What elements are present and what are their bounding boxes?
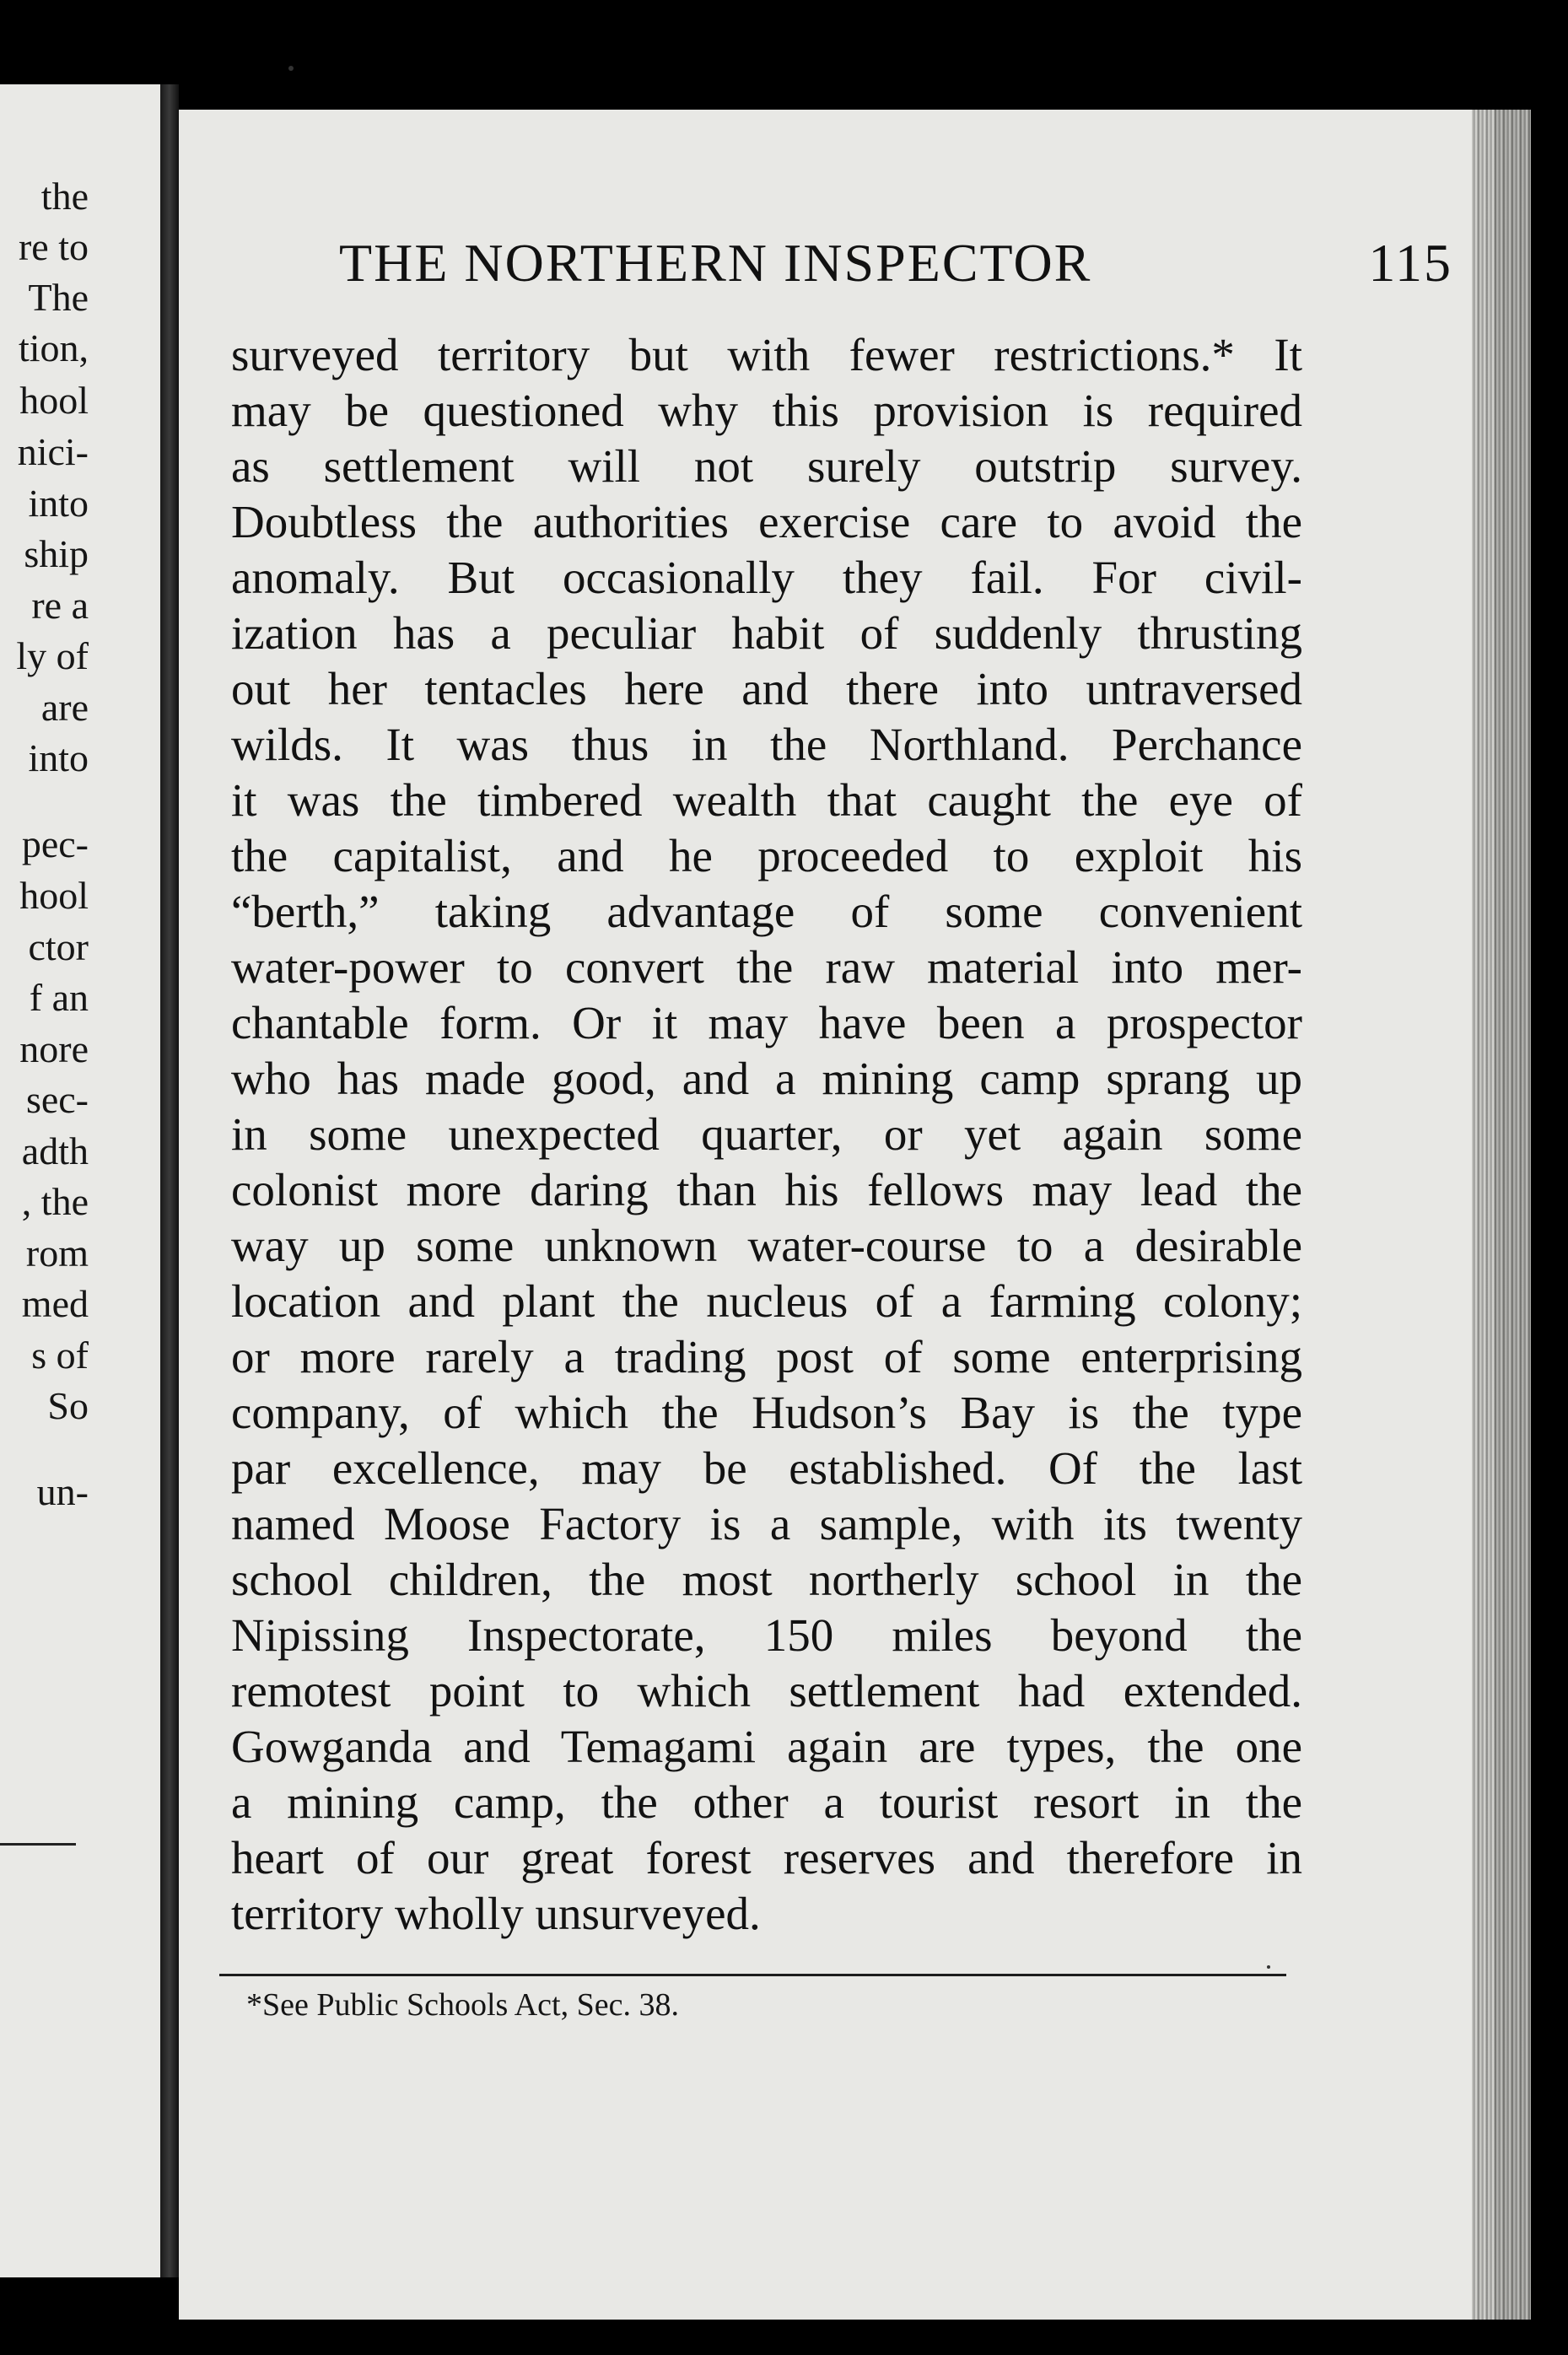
previous-page-line: the <box>40 175 89 218</box>
previous-page-line: ly of <box>16 634 89 677</box>
previous-page-line: , the <box>21 1180 89 1223</box>
text-line: out her tentacles here and there into untraversed <box>231 663 1302 714</box>
previous-page-line: into <box>28 736 89 779</box>
text-line: named Moose Factory is a sample, with its twenty <box>231 1498 1302 1549</box>
previous-page-line: hool <box>19 379 89 422</box>
book-gutter <box>160 84 179 2277</box>
previous-page-line: ship <box>24 532 89 575</box>
text-line: colonist more daring than his fellows may lead the <box>231 1164 1302 1215</box>
previous-page-line: into <box>28 482 89 525</box>
running-head-title: THE NORTHERN INSPECTOR <box>339 233 1092 293</box>
footnote-rule <box>219 1974 1286 1976</box>
previous-page-line: nore <box>19 1027 89 1070</box>
text-line: a mining camp, the other a tourist resort in the <box>231 1776 1302 1828</box>
previous-page-line: med <box>21 1282 89 1325</box>
text-line: who has made good, and a mining camp sprang up <box>231 1053 1302 1104</box>
text-line: company, of which the Hudson’s Bay is the type <box>231 1387 1302 1438</box>
text-line: chantable form. Or it may have been a prospector <box>231 997 1302 1048</box>
previous-page-footnote-rule <box>0 1843 76 1846</box>
previous-page-line: sec- <box>25 1078 89 1121</box>
previous-page-fragment <box>0 84 160 2277</box>
previous-page-line: So <box>47 1384 89 1427</box>
text-line: wilds. It was thus in the Northland. Perchance <box>231 719 1302 770</box>
text-line: par excellence, may be established. Of the last <box>231 1442 1302 1494</box>
text-line: may be questioned why this provision is required <box>231 385 1302 436</box>
current-page <box>179 110 1495 2320</box>
running-head <box>339 232 1452 294</box>
text-line: it was the timbered wealth that caught the eye of <box>231 774 1302 826</box>
previous-page-line: un- <box>36 1470 89 1513</box>
text-line: ization has a peculiar habit of suddenly thrusting <box>231 607 1302 659</box>
text-line: or more rarely a trading post of some enterprising <box>231 1331 1302 1382</box>
text-line: as settlement will not surely outstrip survey. <box>231 440 1302 492</box>
page-edges <box>1472 110 1531 2320</box>
text-line: way up some unknown water-course to a desirable <box>231 1220 1302 1271</box>
text-line: heart of our great forest reserves and therefore in <box>231 1832 1302 1883</box>
previous-page-line: hool <box>19 874 89 917</box>
text-line: anomaly. But occasionally they fail. For civil- <box>231 552 1302 603</box>
text-line: Nipissing Inspectorate, 150 miles beyond the <box>231 1609 1302 1661</box>
text-line: water-power to convert the raw material into mer- <box>231 941 1302 993</box>
ink-speck <box>1267 1965 1270 1969</box>
text-line: surveyed territory but with fewer restrictions.* It <box>231 329 1302 380</box>
footnote: *See Public Schools Act, Sec. 38. <box>246 1987 679 2023</box>
previous-page-line: pec- <box>21 822 89 865</box>
previous-page-line: tion, <box>18 326 89 369</box>
text-line: “berth,” taking advantage of some convenient <box>231 886 1302 937</box>
text-line: territory wholly unsurveyed. <box>231 1888 761 1939</box>
previous-page-line: The <box>28 276 89 319</box>
previous-page-line: are <box>40 686 89 729</box>
previous-page-line: ctor <box>28 925 89 968</box>
text-line: Doubtless the authorities exercise care to avoid the <box>231 496 1302 547</box>
text-line: location and plant the nucleus of a farming colony; <box>231 1275 1302 1327</box>
text-line: in some unexpected quarter, or yet again some <box>231 1108 1302 1160</box>
previous-page-line: re to <box>18 225 89 268</box>
previous-page-line: s of <box>31 1334 89 1377</box>
previous-page-line: rom <box>25 1231 89 1275</box>
previous-page-line: adth <box>21 1129 89 1172</box>
previous-page-line: f an <box>29 976 89 1019</box>
previous-page-line: nici- <box>17 430 89 473</box>
text-line: the capitalist, and he proceeded to exploit his <box>231 830 1302 881</box>
previous-page-line: re a <box>31 584 89 627</box>
text-line: school children, the most northerly school in the <box>231 1554 1302 1605</box>
body-text <box>231 327 1302 1942</box>
page-number: 115 <box>1368 233 1452 293</box>
ink-speck <box>288 66 294 71</box>
text-line: remotest point to which settlement had extended. <box>231 1665 1302 1716</box>
text-line: Gowganda and Temagami again are types, the one <box>231 1721 1302 1772</box>
